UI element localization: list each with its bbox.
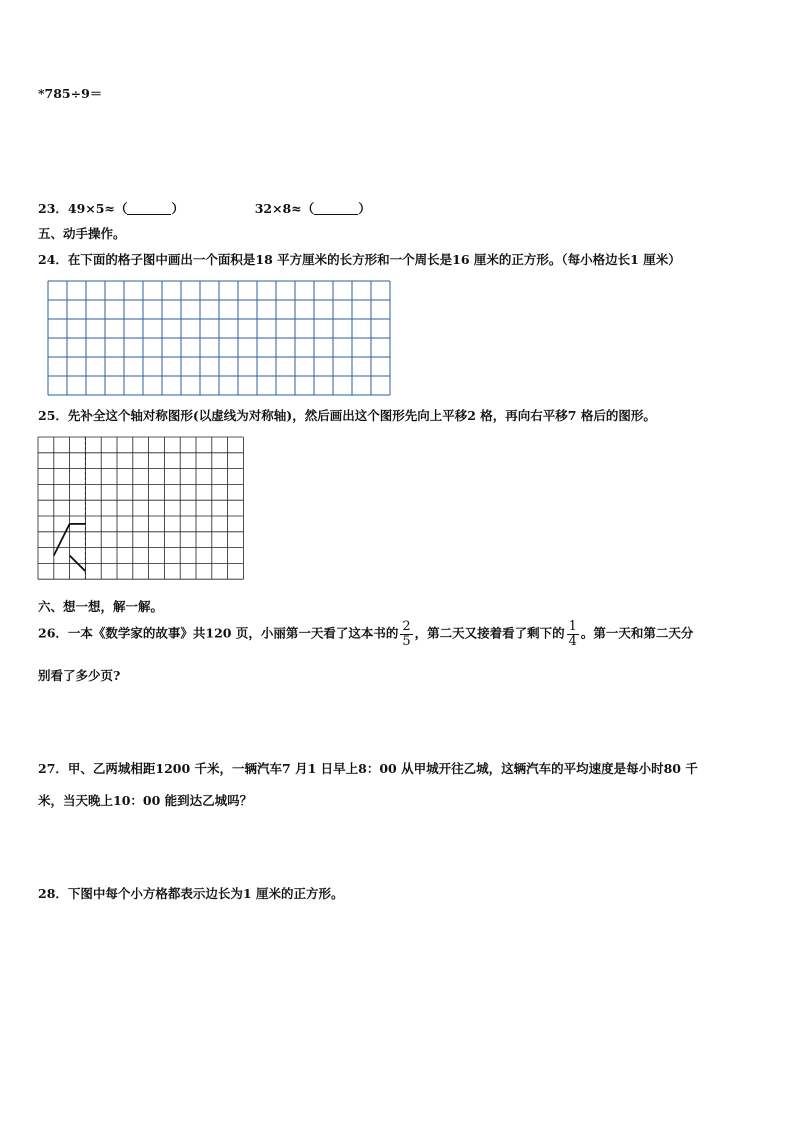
- q26-text-before: 26．一本《数学家的故事》共120 页，小丽第一天看了这本书的: [38, 625, 399, 641]
- frac1-numerator: 2: [402, 619, 411, 634]
- q26-text-after: 。第一天和第二天分: [580, 625, 694, 641]
- question-23: [38, 199, 371, 217]
- fraction-one-quarter: [567, 620, 579, 648]
- question-28-text: 28．下图中每个小方格都表示边长为1 厘米的正方形。: [38, 886, 344, 901]
- q23-part2-end: ）: [358, 201, 371, 216]
- figure-segment-diagonal-left: [54, 524, 70, 556]
- q23-blank-2[interactable]: [314, 202, 358, 215]
- q23-number: 23．: [38, 201, 68, 216]
- calc-expression: *785÷9＝: [38, 86, 103, 101]
- question-27-line1: 27．甲、乙两城相距1200 千米，一辆汽车7 月1 日早上8：00 从甲城开往乙城，这辆汽车的平均速度是每小时80 千: [38, 761, 698, 776]
- q23-part1: 49×5≈（: [67, 201, 128, 216]
- question-24-text: 24．在下面的格子图中画出一个面积是18 平方厘米的长方形和一个周长是16 厘米的正方形。（每小格边长1 厘米）: [38, 252, 681, 267]
- section-5-title: 五、动手操作。: [38, 226, 126, 241]
- q25-grid: [38, 437, 244, 586]
- frac1-denominator: 5: [402, 633, 411, 649]
- q23-part2: 32×8≈（: [254, 201, 315, 216]
- question-27-line2: 米，当天晚上10：00 能到达乙城吗？: [38, 793, 253, 808]
- q23-blank-1[interactable]: [127, 202, 171, 215]
- q24-grid: [48, 281, 390, 397]
- section-6-title: 六、想一想，解一解。: [38, 599, 164, 614]
- frac2-denominator: 4: [568, 633, 577, 649]
- q26-text-middle: ，第二天又接着看了剩下的: [414, 625, 565, 641]
- frac2-numerator: 1: [568, 619, 577, 634]
- question-26-line1: [38, 620, 693, 648]
- fraction-two-fifths: [400, 620, 412, 648]
- question-26-line2: 别看了多少页?: [38, 668, 121, 683]
- q23-part1-end: ）: [171, 201, 184, 216]
- question-25-text: 25．先补全这个轴对称图形(以虚线为对称轴)，然后画出这个图形先向上平移2 格，再向右平移7 格后的图形。: [38, 408, 656, 423]
